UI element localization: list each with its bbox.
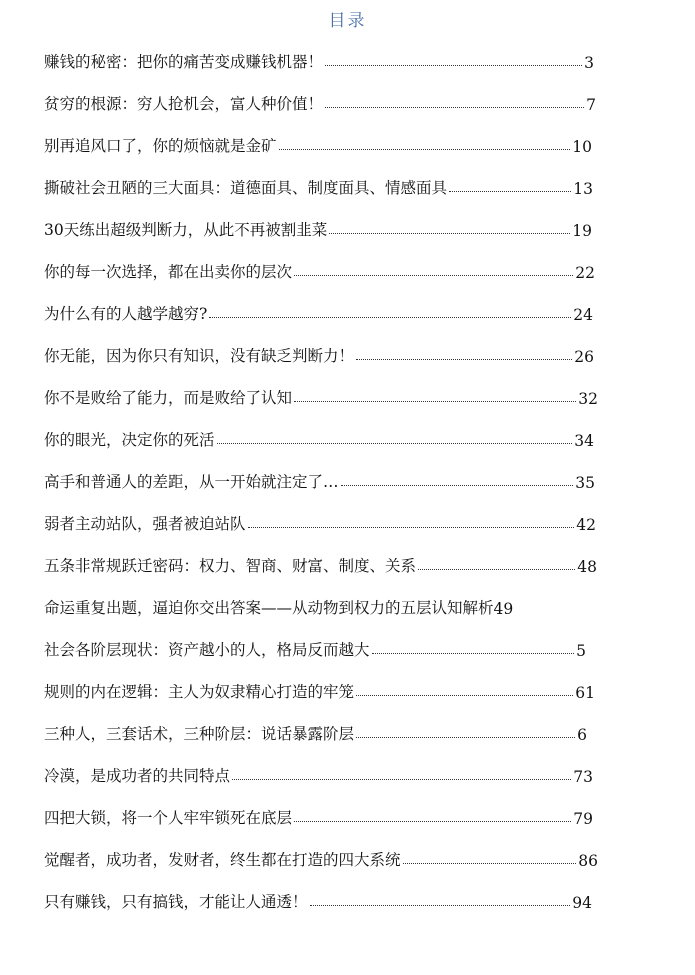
toc-entry[interactable] [44,88,596,114]
leader-dots [325,107,584,108]
toc-entry[interactable] [44,550,597,576]
toc-entry-title: 你不是败给了能力，而是败给了认知 [44,389,293,407]
toc-entry-title: 规则的内在逻辑：主人为奴隶精心打造的牢笼 [44,683,355,701]
toc-entry-page: 3 [584,54,594,72]
leader-dots [372,653,575,654]
toc-entry[interactable] [44,424,594,450]
toc-entry-page: 24 [573,306,593,324]
toc-entry-page: 10 [572,138,592,156]
leader-dots [329,233,570,234]
toc-entry-page: 35 [575,474,595,492]
toc-entry-title: 三种人，三套话术，三种阶层：说话暴露阶层 [44,725,355,743]
toc-entry-page: 13 [573,180,593,198]
toc-entry-page: 94 [572,894,592,912]
leader-dots [310,905,571,906]
toc-entry[interactable] [44,676,595,702]
toc-entry[interactable] [44,298,593,324]
toc-entry[interactable] [44,760,593,786]
toc-entry-page: 61 [575,684,595,702]
toc-entry[interactable] [44,340,594,366]
toc-entry[interactable] [44,466,595,492]
leader-dots [403,863,577,864]
toc-entry-page: 6 [577,726,587,744]
leader-dots [248,527,575,528]
toc-entry[interactable] [44,214,592,240]
toc-entry-title: 你的眼光，决定你的死活 [44,431,215,449]
toc-entry-title: 你无能，因为你只有知识，没有缺乏判断力！ [44,347,355,365]
toc-entry-title: 别再追风口了，你的烦恼就是金矿 [44,137,277,155]
toc-entry-page: 5 [576,642,586,660]
leader-dots [294,401,576,402]
leader-dots [217,443,573,444]
toc-entry-title: 撕破社会丑陋的三大面具：道德面具、制度面具、情感面具 [44,179,448,197]
leader-dots [449,191,571,192]
toc-entry[interactable] [44,172,593,198]
toc-entry-page: 42 [576,516,596,534]
toc-entry-title: 30天练出超级判断力，从此不再被割韭菜 [44,221,328,239]
leader-dots [279,149,571,150]
toc-entry-page: 86 [578,852,598,870]
toc-entry[interactable] [44,592,604,618]
toc-entry-title: 社会各阶层现状：资产越小的人，格局反而越大 [44,641,370,659]
toc-entry[interactable] [44,382,598,408]
toc-entry-page: 34 [574,432,594,450]
leader-dots [341,485,574,486]
toc-entry-title: 只有赚钱，只有搞钱，才能让人通透！ [44,893,308,911]
leader-dots [356,359,572,360]
toc-entry[interactable] [44,718,587,744]
leader-dots [232,779,571,780]
toc-entry-page: 48 [577,558,597,576]
toc-entry-title: 冷漠，是成功者的共同特点 [44,767,231,785]
toc-entry-title: 命运重复出题，逼迫你交出答案——从动物到权力的五层认知解析 [44,599,494,617]
toc-entry[interactable] [44,46,594,72]
toc-entry-page: 19 [572,222,592,240]
toc-entry-title: 弱者主动站队，强者被迫站队 [44,515,246,533]
toc-entry[interactable] [44,256,595,282]
toc-entry-page: 32 [578,390,598,408]
toc-entry-title: 四把大锁，将一个人牢牢锁死在底层 [44,809,293,827]
leader-dots [356,737,575,738]
toc-entry[interactable] [44,802,593,828]
toc-entry-title: 赚钱的秘密：把你的痛苦变成赚钱机器！ [44,53,324,71]
toc-entry[interactable] [44,508,596,534]
toc-title: 目录 [328,11,367,31]
toc-entry[interactable] [44,886,592,912]
leader-dots [209,317,571,318]
leader-dots [294,821,571,822]
toc-entry-title: 五条非常规跃迁密码：权力、智商、财富、制度、关系 [44,557,417,575]
toc-entry-page: 22 [575,264,595,282]
leader-dots [325,65,582,66]
toc-entry[interactable] [44,844,598,870]
toc-entry-page: 7 [586,96,596,114]
toc-entry-page: 49 [493,600,514,618]
toc-entry[interactable] [44,634,586,660]
toc-entry-title: 高手和普通人的差距，从一开始就注定了… [44,473,339,491]
toc-entry[interactable] [44,130,592,156]
toc-entry-title: 贫穷的根源：穷人抢机会，富人种价值！ [44,95,324,113]
leader-dots [356,695,573,696]
leader-dots [294,275,573,276]
toc-entry-title: 觉醒者，成功者，发财者，终生都在打造的四大系统 [44,851,401,869]
toc-entry-page: 73 [573,768,593,786]
toc-entry-page: 79 [573,810,593,828]
toc-entry-title: 为什么有的人越学越穷? [44,305,208,323]
toc-entry-title: 你的每一次选择，都在出卖你的层次 [44,263,293,281]
toc-entry-page: 26 [574,348,594,366]
leader-dots [418,569,575,570]
